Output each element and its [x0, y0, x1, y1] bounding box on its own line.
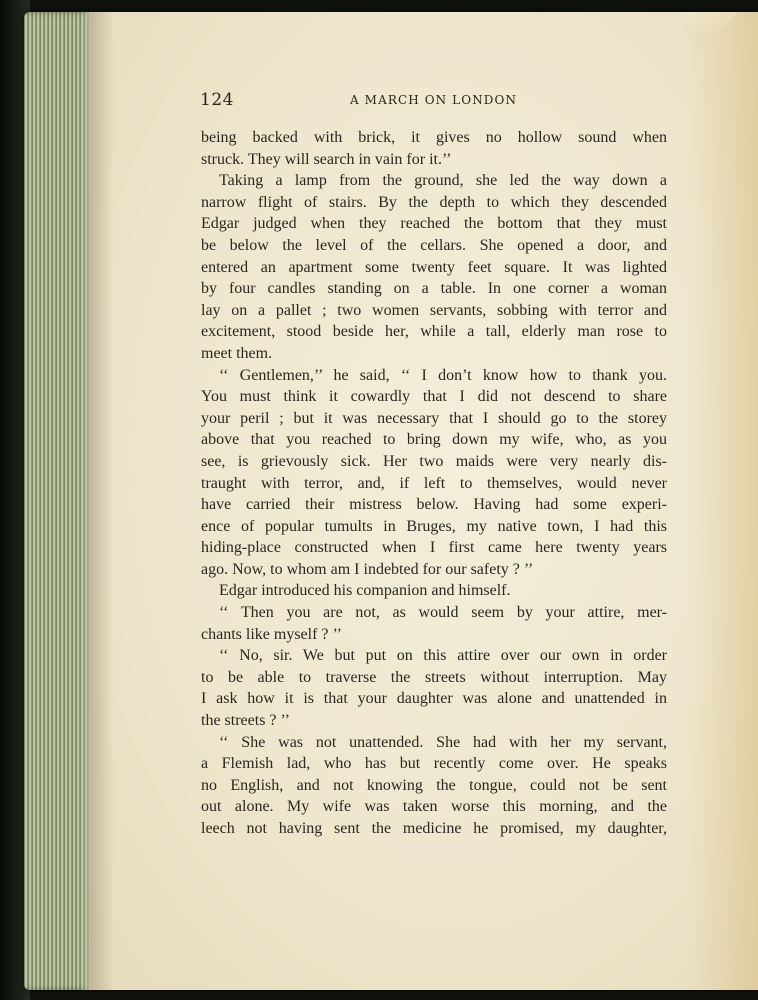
text-line: the streets ? ’’: [201, 712, 290, 730]
text-line: your peril ; but it was necessary that I should go to the storey: [201, 409, 667, 427]
text-line: a Flemish lad, who has but recently come over. He speaks: [201, 755, 667, 773]
text-line: have carried their mistress below. Having had some experi-: [201, 496, 667, 514]
page-corner-fold: [678, 12, 738, 54]
text-line: ‘‘ No, sir. We but put on this attire over our own in order: [219, 647, 667, 665]
text-line: no English, and not knowing the tongue, could not be sent: [201, 776, 667, 794]
text-line: ‘‘ Then you are not, as would seem by your attire, mer-: [219, 604, 667, 622]
text-line: chants like myself ? ’’: [201, 625, 342, 643]
text-line: Taking a lamp from the ground, she led the way down a: [219, 172, 667, 190]
text-line: lay on a pallet ; two women servants, sobbing with terror and: [201, 301, 667, 319]
running-head: [200, 90, 668, 112]
text-line: struck. They will search in vain for it.’’: [201, 150, 452, 168]
text-line: Edgar judged when they reached the bottom that they must: [201, 215, 667, 233]
text-line: being backed with brick, it gives no hollow sound when: [201, 129, 667, 146]
text-line: above that you reached to bring down my wife, who, as you: [201, 431, 667, 449]
text-line: by four candles standing on a table. In one corner a woman: [201, 280, 667, 298]
text-line: narrow flight of stairs. By the depth to which they descended: [201, 193, 667, 211]
running-title: A MARCH ON LONDON: [350, 93, 518, 107]
page-edges: [24, 12, 90, 990]
text-line: out alone. My wife was taken worse this morning, and the: [201, 798, 667, 816]
body-text: [201, 127, 667, 840]
text-line: You must think it cowardly that I did not descend to share: [201, 388, 667, 406]
text-line: ‘‘ She was not unattended. She had with her my servant,: [219, 733, 667, 751]
text-line: excitement, stood beside her, while a tall, elderly man rose to: [201, 323, 667, 341]
text-line: traught with terror, and, if left to themselves, would never: [201, 474, 667, 492]
text-line: be below the level of the cellars. She opened a door, and: [201, 236, 667, 254]
text-line: I ask how it is that your daughter was alone and unattended in: [201, 690, 667, 708]
text-line: hiding-place constructed when I first came here twenty years: [201, 539, 667, 557]
text-line: ence of popular tumults in Bruges, my native town, I had this: [201, 517, 667, 535]
text-line: leech not having sent the medicine he promised, my daughter,: [201, 820, 667, 837]
text-line: to be able to traverse the streets without interruption. May: [201, 668, 667, 686]
text-line: Edgar introduced his companion and himself.: [219, 582, 511, 600]
text-line: ago. Now, to whom am I indebted for our safety ? ’’: [201, 560, 534, 578]
page-number: 124: [200, 90, 234, 110]
text-line: ‘‘ Gentlemen,’’ he said, ‘‘ I don’t know how to thank you.: [219, 366, 667, 384]
text-line: meet them.: [201, 344, 273, 362]
text-line: see, is grievously sick. Her two maids were very nearly dis-: [201, 452, 667, 470]
text-line: entered an apartment some twenty feet square. It was lighted: [201, 258, 667, 276]
